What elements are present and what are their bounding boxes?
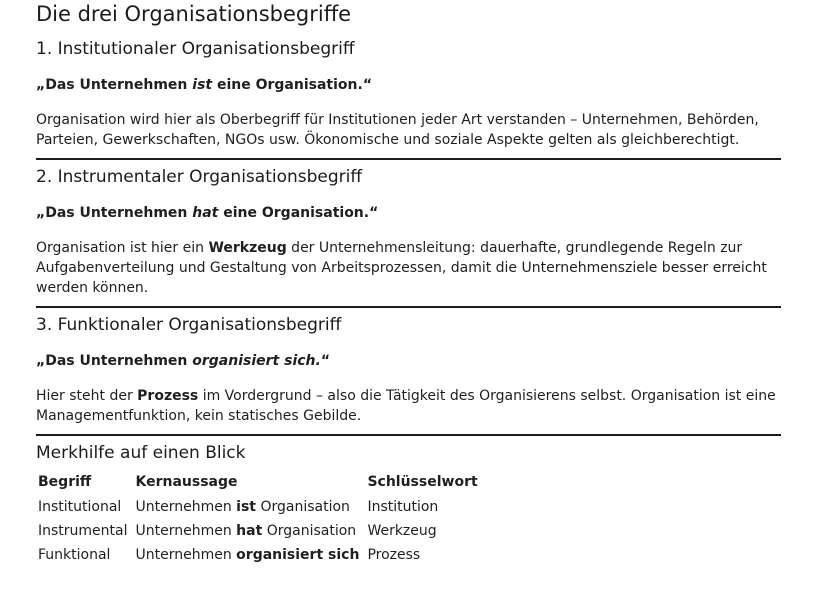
- table-row: [34, 496, 482, 520]
- body-text: Organisation ist hier ein: [36, 240, 209, 256]
- quote-text: eine Organisation.“: [212, 77, 373, 93]
- section-quote-institutional: [36, 76, 781, 94]
- section-quote-instrumental: [36, 204, 781, 222]
- body-keyword: Werkzeug: [208, 240, 287, 256]
- quote-text: „Das Unternehmen: [36, 353, 193, 369]
- body-text: Hier steht der: [36, 388, 138, 404]
- section-heading-functional: 3. Funktionaler Organisationsbegriff: [36, 315, 342, 335]
- cell-kernaussage: [132, 520, 364, 544]
- table-row: [34, 544, 482, 568]
- cell-text: Unternehmen: [135, 547, 237, 563]
- quote-text: “: [320, 353, 331, 369]
- section-heading-institutional: 1. Institutionaler Organisationsbegriff: [36, 39, 355, 59]
- cell-keyword: hat: [236, 523, 263, 539]
- body-text: der Unternehmensleitung: dauerhafte, grundlegende Regeln zur Aufgabenverteilung und Gestaltung von Arbeitsprozessen, damit die Unternehmensziele besser erreicht werden können.: [36, 240, 767, 296]
- page-title: Die drei Organisationsbegriffe: [36, 2, 352, 26]
- header-begriff: Begriff: [38, 474, 92, 490]
- cell-schluesselwort: Institution: [367, 499, 439, 515]
- cell-text: Organisation: [256, 499, 350, 515]
- section-body-instrumental: [36, 238, 781, 298]
- section-body-institutional: [36, 110, 781, 150]
- body-text: im Vordergrund – also die Tätigkeit des Organisierens selbst. Organisation ist eine Managementfunktion, kein statisches Gebilde.: [36, 388, 776, 424]
- cell-schluesselwort: Prozess: [367, 547, 421, 563]
- section-heading-instrumental: 2. Instrumentaler Organisationsbegriff: [36, 167, 363, 187]
- quote-text: „Das Unternehmen: [36, 205, 193, 221]
- cell-kernaussage: [132, 496, 364, 520]
- quote-emphasis: ist: [192, 77, 213, 93]
- section-divider: [36, 306, 781, 308]
- cell-begriff: Instrumental: [38, 523, 128, 539]
- quote-text: „Das Unternehmen: [36, 77, 193, 93]
- header-schluesselwort: Schlüsselwort: [367, 474, 478, 490]
- section-quote-functional: [36, 352, 781, 370]
- cell-begriff: Institutional: [38, 499, 122, 515]
- cell-text: Unternehmen: [135, 499, 237, 515]
- quote-emphasis: organisiert sich.: [192, 353, 321, 369]
- header-kernaussage: Kernaussage: [135, 474, 238, 490]
- cell-keyword: ist: [236, 499, 256, 515]
- cell-schluesselwort: Werkzeug: [367, 523, 437, 539]
- table-row: [34, 520, 482, 544]
- section-body-functional: [36, 386, 781, 426]
- cell-text: Organisation: [262, 523, 357, 539]
- summary-table: [34, 470, 482, 568]
- quote-text: eine Organisation.“: [218, 205, 379, 221]
- summary-header-row: [34, 470, 482, 496]
- body-keyword: Prozess: [137, 388, 199, 404]
- body-text: Organisation wird hier als Oberbegriff für Institutionen jeder Art verstanden – Unternehmen, Behörden, Parteien, Gewerkschaften, NGOs usw. Ökonomische und soziale Aspekte gelten als gleichberechtigt.: [36, 112, 759, 148]
- cell-text: Unternehmen: [135, 523, 237, 539]
- section-divider: [36, 158, 781, 160]
- cell-keyword: organisiert sich: [236, 547, 360, 563]
- section-divider: [36, 434, 781, 436]
- cell-kernaussage: [132, 544, 364, 568]
- quote-emphasis: hat: [192, 205, 219, 221]
- summary-title: Merkhilfe auf einen Blick: [36, 443, 246, 463]
- cell-begriff: Funktional: [38, 547, 111, 563]
